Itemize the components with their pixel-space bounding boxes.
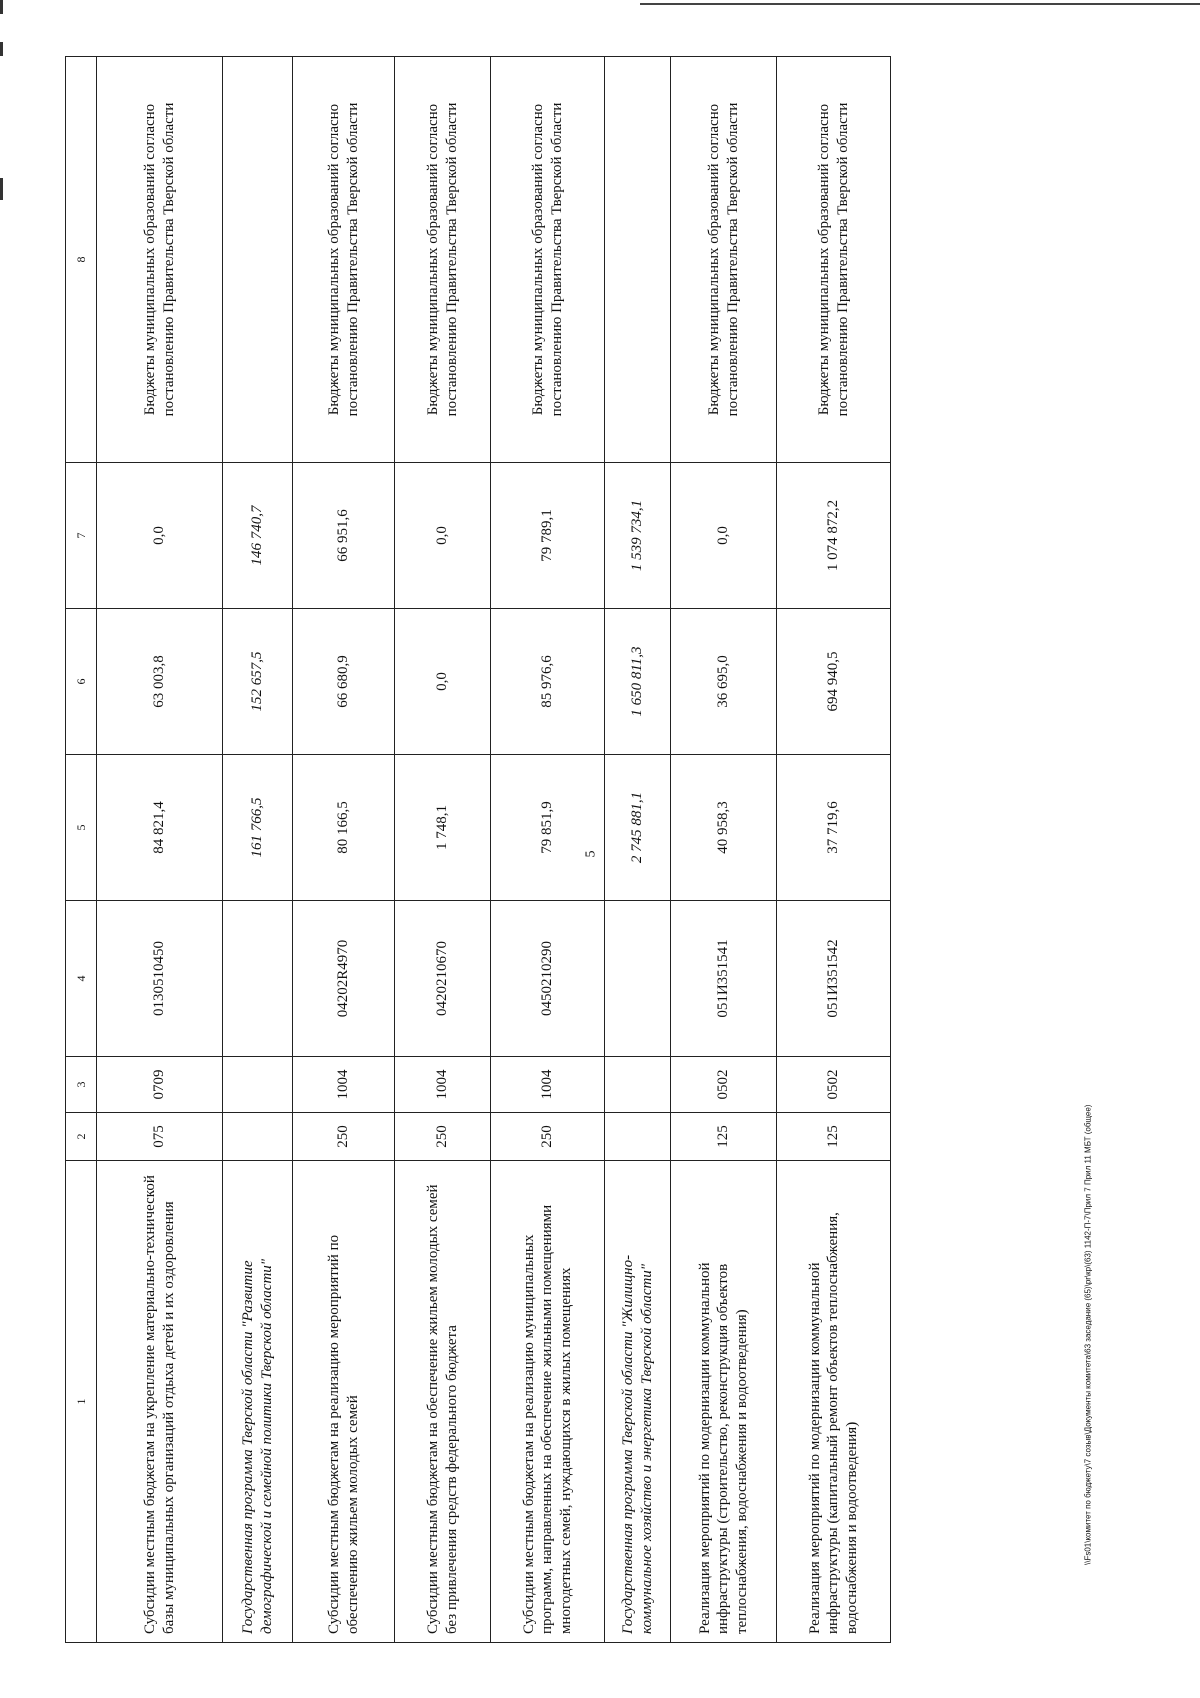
row-amount-3: 0,0 [97,463,223,609]
scan-edge-mark [0,42,3,56]
row-amount-1: 80 166,5 [293,755,395,901]
row-amount-1: 40 958,3 [671,755,777,901]
row-recipient: Бюджеты муниципальных образований согласно постановлению Правительства Тверской области [671,57,777,463]
footer-file-path: \\Fs01\комитет по бюджету\7 созыв\Документы комитета\63 заседание (65)\pr\кр\(63) 1142-П-7\Прил 7 Прил 11 МБТ (общее) [1083,1104,1093,1565]
row-amount-3: 1 074 872,2 [777,463,891,609]
row-target-code: 051И351541 [671,901,777,1057]
header-col-2: 2 [66,1113,97,1161]
row-name: Реализация мероприятий по модернизации коммунальной инфраструктуры (капитальный ремонт объектов теплоснабжения, водоснабжения и водоотведения) [777,1161,891,1643]
row-target-code [605,901,671,1057]
header-col-5: 5 [66,755,97,901]
header-col-3: 3 [66,1057,97,1113]
row-amount-2: 36 695,0 [671,609,777,755]
row-admin-code [605,1113,671,1161]
row-amount-1: 1 748,1 [395,755,491,901]
row-target-code: 0450210290 [491,901,605,1057]
row-recipient [223,57,293,463]
row-target-code: 051И351542 [777,901,891,1057]
row-recipient: Бюджеты муниципальных образований согласно постановлению Правительства Тверской области [777,57,891,463]
header-col-1: 1 [66,1161,97,1643]
row-amount-2: 1 650 811,3 [605,609,671,755]
row-amount-1: 37 719,6 [777,755,891,901]
row-amount-1: 161 766,5 [223,755,293,901]
row-amount-3: 0,0 [671,463,777,609]
top-edge-line [640,3,1200,5]
row-amount-2: 66 680,9 [293,609,395,755]
row-target-code: 0420210670 [395,901,491,1057]
row-admin-code: 125 [777,1113,891,1161]
row-amount-2: 152 657,5 [223,609,293,755]
row-name: Субсидии местным бюджетам на укрепление материально-технической базы муниципальных организаций отдыха детей и их оздоровления [97,1161,223,1643]
scan-edge-mark [0,178,3,200]
row-name: Государственная программа Тверской области "Развитие демографической и семейной политики Тверской области" [223,1161,293,1643]
row-amount-2: 694 940,5 [777,609,891,755]
header-col-7: 7 [66,463,97,609]
row-recipient: Бюджеты муниципальных образований согласно постановлению Правительства Тверской области [395,57,491,463]
row-section-code [605,1057,671,1113]
header-col-6: 6 [66,609,97,755]
row-section-code [223,1057,293,1113]
row-admin-code: 250 [293,1113,395,1161]
row-amount-2: 63 003,8 [97,609,223,755]
row-admin-code: 125 [671,1113,777,1161]
row-section-code: 0502 [671,1057,777,1113]
header-col-4: 4 [66,901,97,1057]
header-col-8: 8 [66,57,97,463]
page-number: 5 [583,850,599,858]
table-row [605,57,671,1643]
row-name: Субсидии местным бюджетам на обеспечение жильем молодых семей без привлечения средств федерального бюджета [395,1161,491,1643]
row-section-code: 1004 [293,1057,395,1113]
row-amount-2: 85 976,6 [491,609,605,755]
row-amount-3: 66 951,6 [293,463,395,609]
scan-edge-mark [0,0,3,14]
row-recipient: Бюджеты муниципальных образований согласно постановлению Правительства Тверской области [97,57,223,463]
table-row [491,57,605,1643]
row-target-code: 0130510450 [97,901,223,1057]
row-admin-code: 075 [97,1113,223,1161]
row-name: Субсидии местным бюджетам на реализацию мероприятий по обеспечению жильем молодых семей [293,1161,395,1643]
table-row [671,57,777,1643]
row-recipient: Бюджеты муниципальных образований согласно постановлению Правительства Тверской области [491,57,605,463]
table-row [223,57,293,1643]
row-name: Реализация мероприятий по модернизации коммунальной инфраструктуры (строительство, реконструкция объектов теплоснабжения, водоснабжения и водоотведения) [671,1161,777,1643]
row-admin-code: 250 [491,1113,605,1161]
table-row [293,57,395,1643]
subsidy-table [65,56,891,1643]
row-section-code: 0502 [777,1057,891,1113]
row-target-code [223,901,293,1057]
row-name: Государственная программа Тверской области "Жилищно-коммунальное хозяйство и энергетика Тверской области" [605,1161,671,1643]
row-amount-3: 1 539 734,1 [605,463,671,609]
row-recipient [605,57,671,463]
row-amount-1: 79 851,9 [491,755,605,901]
row-section-code: 1004 [395,1057,491,1113]
row-admin-code: 250 [395,1113,491,1161]
row-admin-code [223,1113,293,1161]
row-section-code: 1004 [491,1057,605,1113]
table-row [777,57,891,1643]
table-row [395,57,491,1643]
row-amount-1: 84 821,4 [97,755,223,901]
header-row [66,57,97,1643]
row-name: Субсидии местным бюджетам на реализацию муниципальных программ, направленных на обеспечение жильными помещениями многодетных семей, нуждающихся в жилых помещениях [491,1161,605,1643]
row-amount-3: 0,0 [395,463,491,609]
row-amount-3: 146 740,7 [223,463,293,609]
subsidy-table-container [65,57,881,1643]
row-target-code: 04202R4970 [293,901,395,1057]
row-amount-1: 2 745 881,1 [605,755,671,901]
row-section-code: 0709 [97,1057,223,1113]
row-amount-3: 79 789,1 [491,463,605,609]
row-amount-2: 0,0 [395,609,491,755]
row-recipient: Бюджеты муниципальных образований согласно постановлению Правительства Тверской области [293,57,395,463]
table-row [97,57,223,1643]
